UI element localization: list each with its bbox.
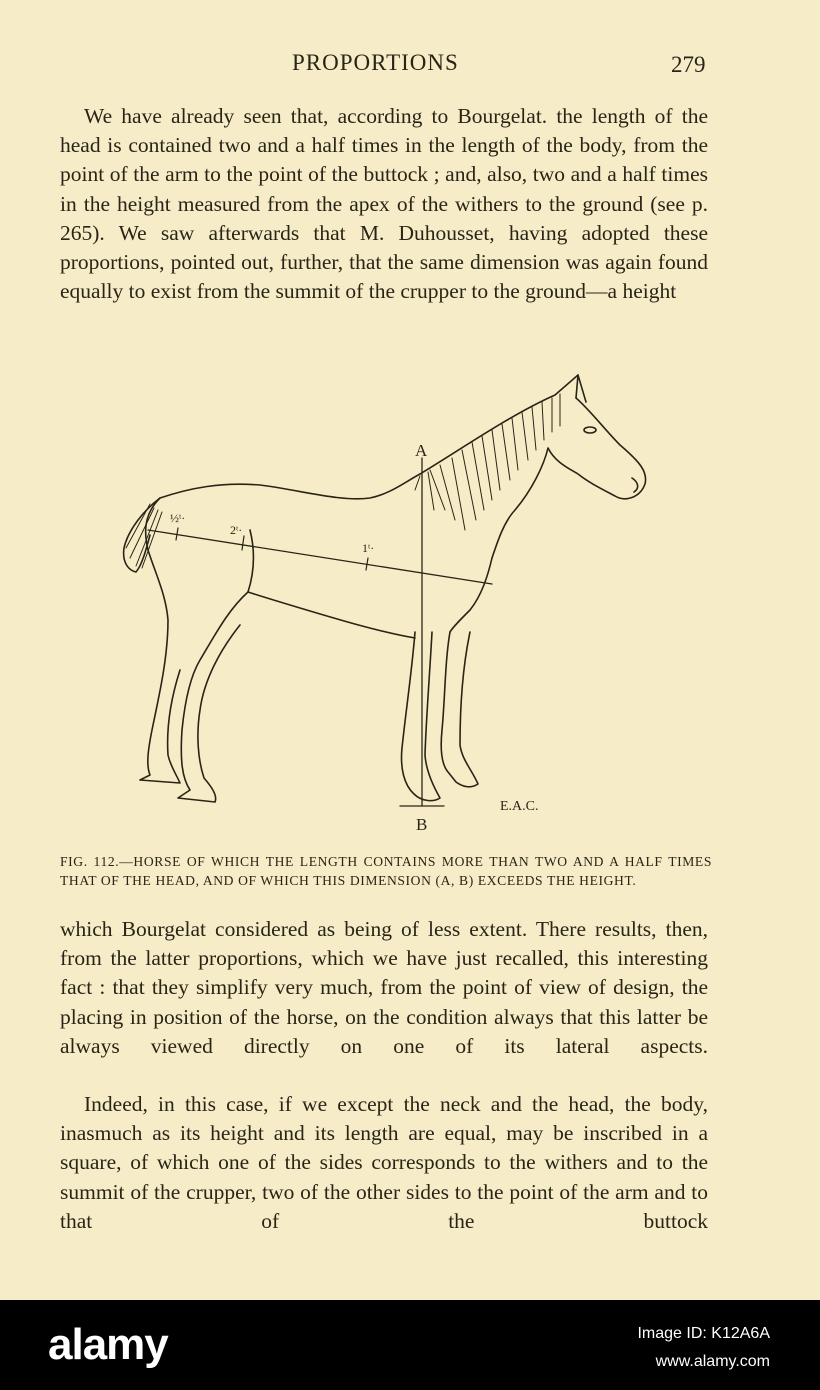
image-id: Image ID: K12A6A [637,1325,770,1342]
horse-head-outline [492,398,646,558]
label-a: A [415,441,428,460]
body-paragraph-3: Indeed, in this case, if we except the neck and the head, the body, inasmuch as its height and its length are equal, may be inscribed in a square, of which one of the sides corresponds to the withers and to the summit of the crupper, two of the other sides to the point of the arm and to that of the buttock [60,1092,708,1233]
horse-stifle [248,530,254,592]
horse-hind-leg-near [178,592,248,802]
brand-logo: alamy [48,1320,168,1369]
horse-back-outline [160,474,420,499]
stock-footer [0,1300,820,1390]
label-b: B [416,815,428,834]
running-head [0,50,820,80]
tick-two [242,536,244,550]
site-url: www.alamy.com [655,1353,770,1370]
figure-caption: FIG. 112.—HORSE OF WHICH THE LENGTH CONTAINS MORE THAN TWO AND A HALF TIMES THAT OF THE HEAD, AND OF WHICH THIS DIMENSION (A, B) EXCEEDS THE HEIGHT. [60,853,712,888]
mark-one: 1ᵗ· [362,541,375,555]
page-number: 279 [671,52,706,77]
body-paragraph-2: which Bourgelat considered as being of less extent. There results, then, from the latter proportions, which we have just recalled, this interesting fact : that they simplify very much, from the point of view of design, the placing in position of the horse, on the condition always that this latter be always viewed directly on one of its lateral aspects. [60,917,708,1058]
horse-mane [415,394,560,530]
horse-eye [584,427,596,433]
horse-figure [100,370,680,840]
horse-belly-outline [248,592,415,638]
line-length [148,530,492,584]
horse-tail [124,498,160,572]
page-title: PROPORTIONS [292,50,459,75]
horse-chest-outline [450,558,492,632]
horse-front-leg-far [402,632,441,801]
body-paragraph-1: We have already seen that, according to Bourgelat. the length of the head is contained two and a half times in the length of the body, from the point of the arm to the point of the buttock ; and, also, two and a half times in the height measured from the apex of the withers to the ground (see p. 265). We saw afterwards that M. Duhousset, having adopted these proportions, pointed out, further, that the same dimension was again found equally to exist from the summit of the crupper to the ground—a height [60,104,708,304]
horse-front-leg-near [441,632,478,787]
mark-half: ½ᵗ· [170,511,186,525]
horse-nostril [632,478,638,492]
mark-two: 2ᵗ· [230,523,243,537]
horse-ear [578,375,586,402]
horse-illustration [100,370,680,840]
artist-signature: E.A.C. [500,799,539,814]
image-id-block [637,1320,770,1376]
horse-neck-outline [420,375,578,474]
